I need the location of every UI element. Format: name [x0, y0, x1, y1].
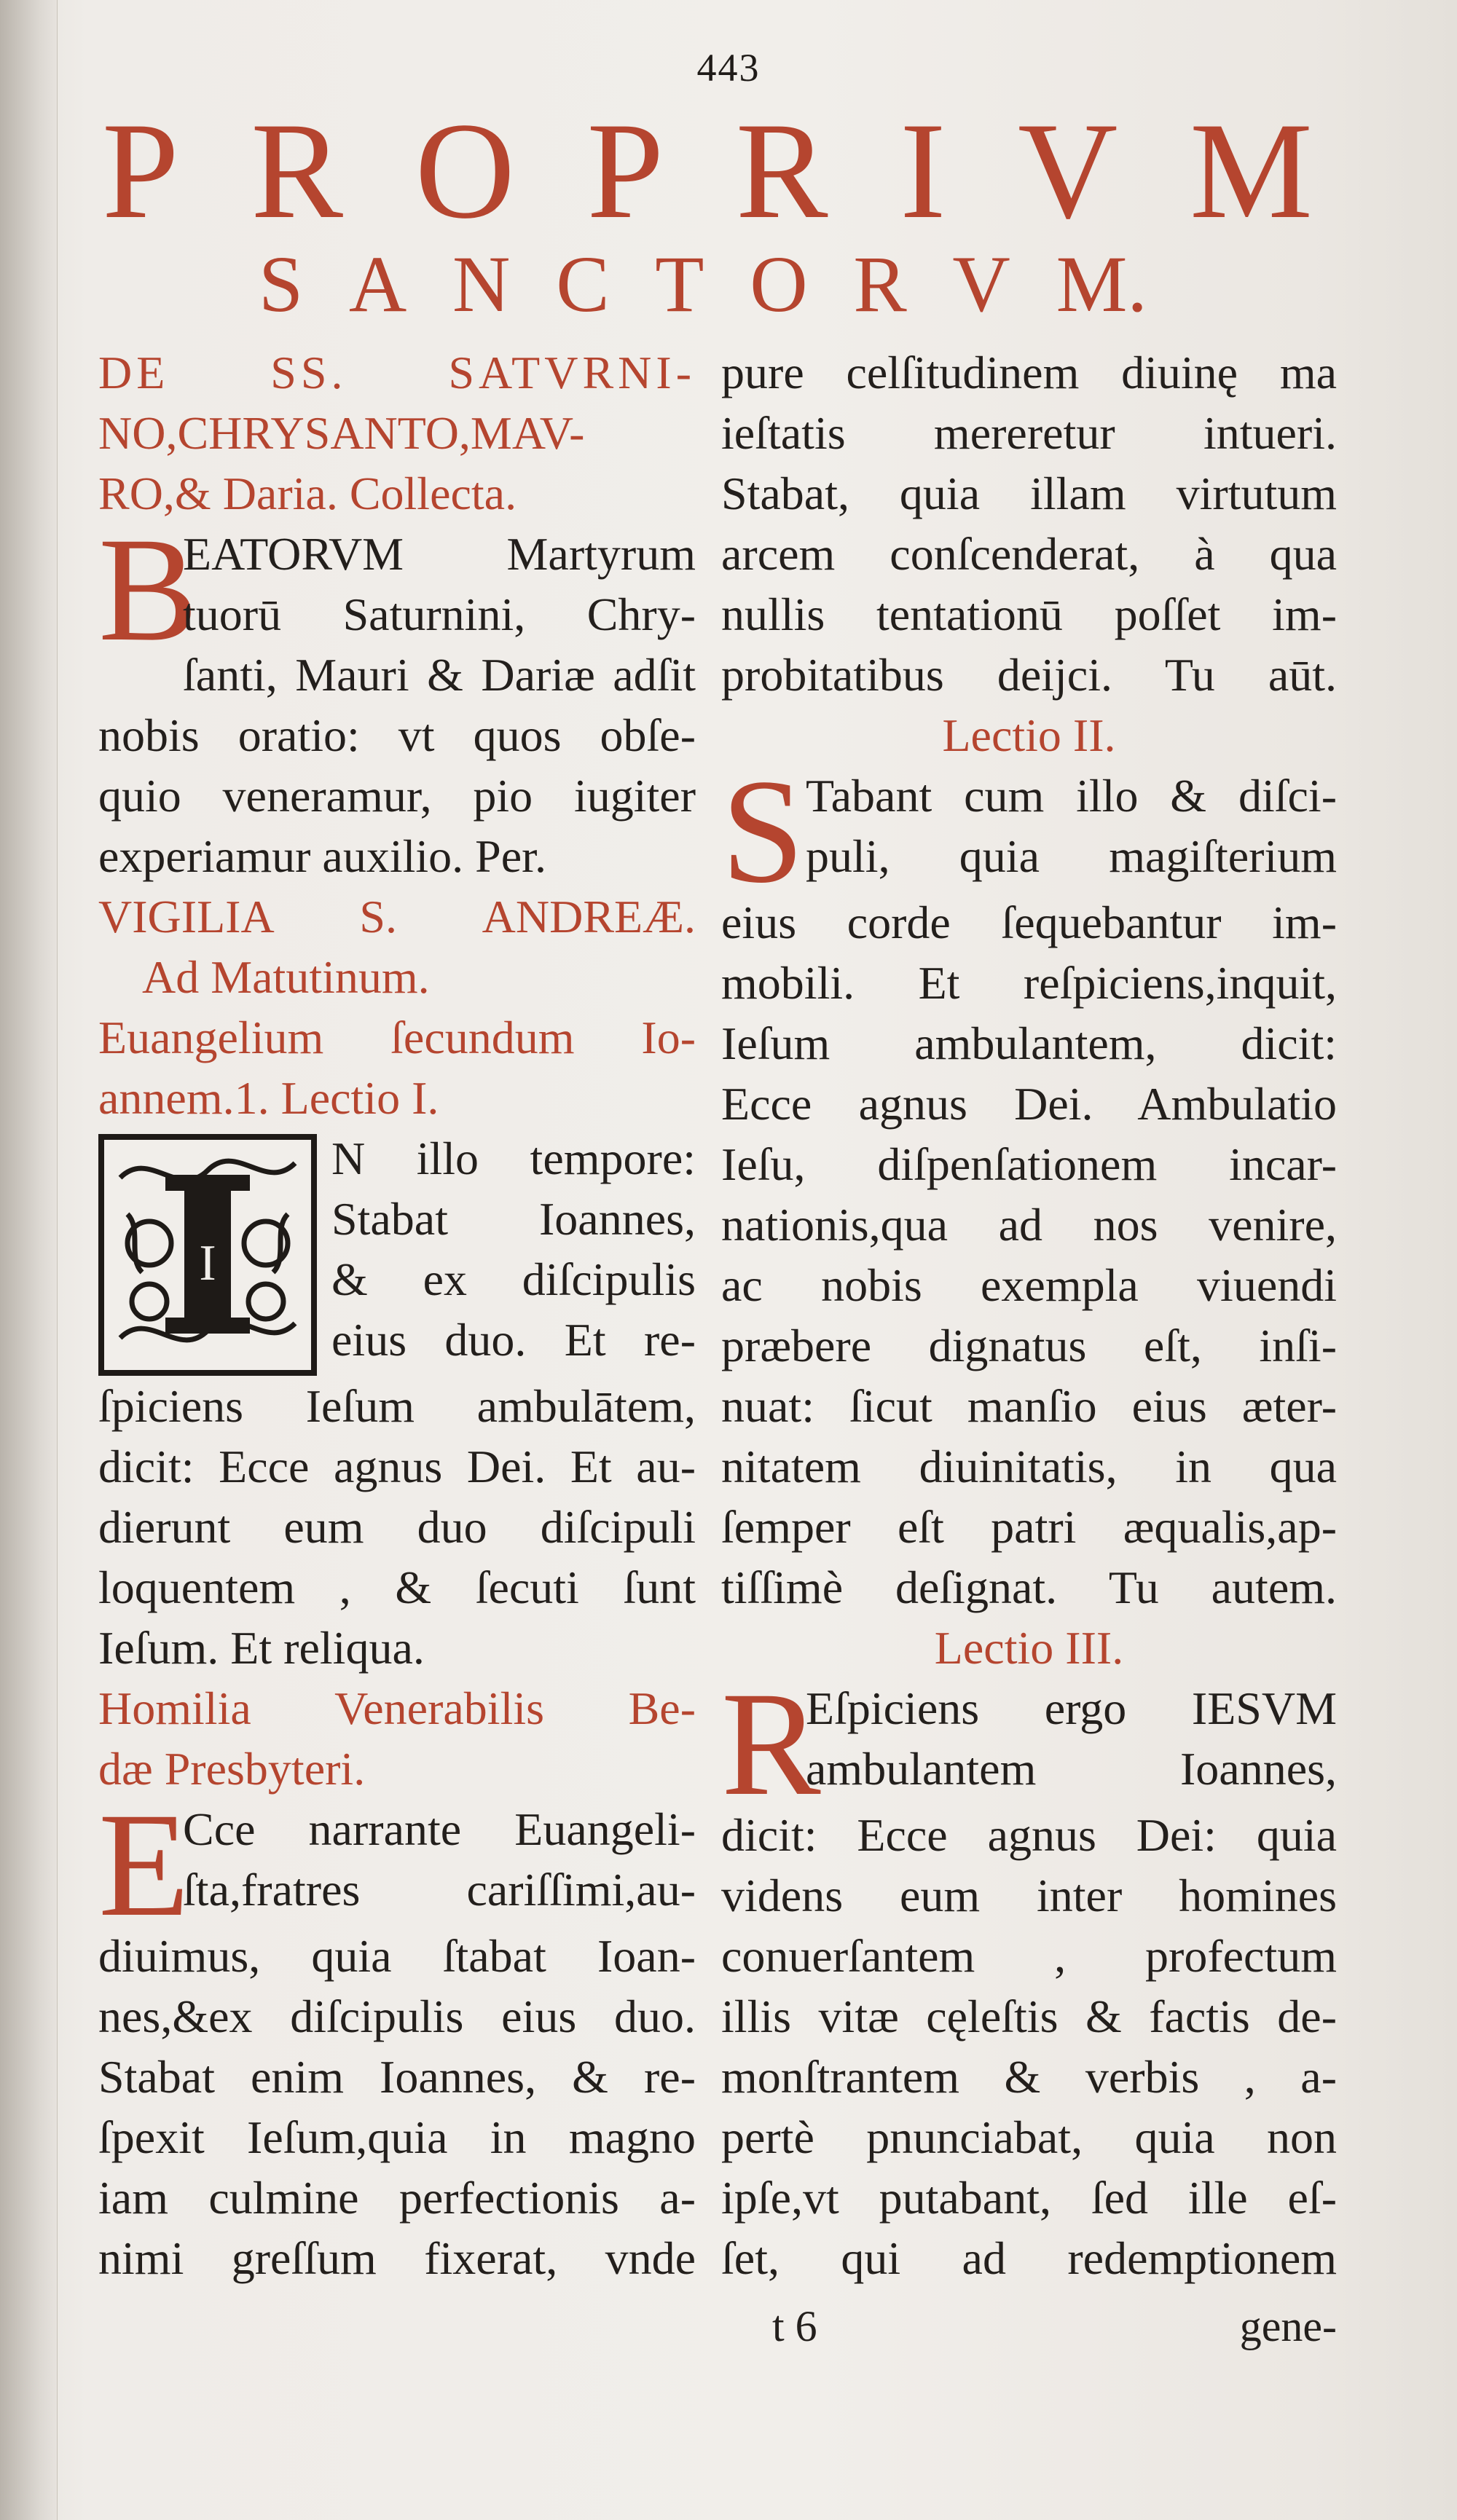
lectio-2-heading: Lectio II. — [942, 709, 1116, 761]
ornamental-initial-icon — [98, 1134, 317, 1376]
text-line: dicit: Ecce agnus Dei: quia — [721, 1809, 1337, 1861]
text-line: Ieſu, diſpenſationem incar- — [721, 1138, 1337, 1190]
title-letter: V — [952, 240, 1010, 328]
collect-block — [98, 507, 696, 886]
text-line: pure celſitudinem diuinę ma — [721, 347, 1337, 398]
text-line: eius corde ſequebantur im- — [721, 897, 1337, 948]
text-line: videns eum inter homines — [721, 1870, 1337, 1921]
title-letter: I — [900, 95, 952, 248]
lectio-2-block — [721, 749, 1337, 914]
title-letter: A — [348, 240, 407, 328]
text-line: quio veneramur, pio iugiter — [98, 770, 696, 822]
section-heading: NO,CHRYSANTO,MAV- — [98, 407, 585, 459]
title-letter: O — [415, 95, 521, 248]
title-letter: R — [251, 95, 350, 248]
text-line: tiſſimè deſignat. Tu autem. — [721, 1562, 1337, 1613]
text-line: EATORVM Martyrum — [183, 528, 696, 580]
title-letter: V — [1018, 95, 1124, 248]
title-proprium — [95, 95, 1326, 248]
text-line: puli, quia magiſterium — [806, 830, 1337, 882]
text-line: Cce narrante Euangeli- — [183, 1803, 696, 1855]
section-heading: RO,& Daria. Collecta. — [98, 468, 517, 519]
text-line: Stabat enim Ioannes, & re- — [98, 2051, 696, 2103]
text-line: Stabat Ioannes, — [331, 1193, 696, 1245]
text-line: tuorū Saturnini, Chry- — [183, 588, 696, 640]
text-line: & ex diſcipulis — [331, 1253, 696, 1305]
text-line: ſpiciens Ieſum ambulātem, — [98, 1380, 696, 1432]
evangelium-heading: Euangelium ſecundum Io- — [98, 1012, 696, 1063]
text-line: nationis,qua ad nos venire, — [721, 1199, 1337, 1251]
text-line: monſtrantem & verbis , a- — [721, 2051, 1337, 2103]
text-line: Eſpiciens ergo IESVM — [806, 1682, 1337, 1734]
text-line: probitatibus deijci. Tu aūt. — [721, 649, 1337, 701]
text-line: Ecce agnus Dei. Ambulatio — [721, 1078, 1337, 1130]
text-line: ſanti, Mauri & Dariæ adſit — [183, 649, 696, 701]
title-letter: M. — [1056, 240, 1147, 328]
text-line: ſpexit Ieſum,quia in magno — [98, 2111, 696, 2163]
drop-cap: I — [199, 1235, 216, 1291]
text-line: diuimus, quia ſtabat Ioan- — [98, 1930, 696, 1982]
text-line: iam culmine perfectionis a- — [98, 2172, 696, 2224]
title-letter: O — [750, 240, 808, 328]
signature-mark: t 6 — [772, 2302, 817, 2350]
text-line: nimi greſſum fixerat, vnde — [98, 2232, 696, 2284]
lectio-3-heading: Lectio III. — [934, 1622, 1124, 1674]
title-sanctorum — [259, 240, 1147, 328]
text-line: nullis tentationū poſſet im- — [721, 588, 1337, 640]
text-line: ſta,fratres cariſſimi,au- — [183, 1864, 696, 1915]
text-line: N illo tempore: — [331, 1133, 696, 1184]
text-line: Stabat, quia illam virtutum — [721, 468, 1337, 519]
text-line: ieſtatis mereretur intueri. — [721, 407, 1337, 459]
text-line: nitatem diuinitatis, in qua — [721, 1441, 1337, 1492]
title-letter: C — [556, 240, 610, 328]
binding-gutter — [0, 0, 58, 2520]
title-letter: N — [452, 240, 511, 328]
title-letter: R — [853, 240, 907, 328]
catchword: gene- — [1239, 2302, 1337, 2350]
text-line: nuat: ſicut manſio eius æter- — [721, 1380, 1337, 1432]
text-line: præbere dignatus eſt, inſi- — [721, 1320, 1337, 1371]
text-line: mobili. Et reſpiciens,inquit, — [721, 957, 1337, 1009]
text-line: loquentem , & ſecuti ſunt — [98, 1562, 696, 1613]
drop-cap: R — [721, 1661, 821, 1827]
homilia-heading: dæ Presbyteri. — [98, 1743, 366, 1795]
left-column — [98, 342, 696, 2288]
right-column — [721, 342, 1337, 2288]
section-heading: DE SS. SATVRNI- — [98, 347, 696, 398]
title-letter: R — [735, 95, 834, 248]
text-line: Ieſum ambulantem, dicit: — [721, 1017, 1337, 1069]
homily-block — [98, 1782, 696, 1948]
text-line: Tabant cum illo & diſci- — [806, 770, 1337, 822]
title-letter: P — [102, 95, 185, 248]
evangelium-heading: annem.1. Lectio I. — [98, 1072, 439, 1124]
text-line: Ieſum. Et reliqua. — [98, 1622, 425, 1674]
text-line: conuerſantem , profectum — [721, 1930, 1337, 1982]
text-line: nobis oratio: vt quos obſe- — [98, 709, 696, 761]
title-letter: T — [655, 240, 704, 328]
drop-cap: E — [98, 1782, 190, 1948]
text-line: dierunt eum duo diſcipuli — [98, 1501, 696, 1553]
text-line: ambulantem Ioannes, — [806, 1743, 1337, 1795]
page-footer — [732, 2302, 1337, 2367]
page-number: 443 — [696, 46, 761, 90]
homilia-heading: Homilia Venerabilis Be- — [98, 1682, 696, 1734]
vigilia-heading: VIGILIA S. ANDREÆ. — [98, 891, 696, 942]
text-line: ac nobis exempla viuendi — [721, 1259, 1337, 1311]
text-line: pertè pnunciabat, quia non — [721, 2111, 1337, 2163]
text-line: experiamur auxilio. Per. — [98, 830, 546, 882]
lectio-3-block — [721, 1661, 1337, 1827]
text-line: illis vitæ cęleſtis & factis de- — [721, 1991, 1337, 2042]
lectio-1-block — [98, 1128, 696, 1376]
text-line: eius duo. Et re- — [331, 1314, 696, 1366]
text-line: ſemper eſt patri æqualis,ap- — [721, 1501, 1337, 1553]
text-line: ſet, qui ad redemptionem — [721, 2232, 1337, 2284]
drop-cap: B — [98, 507, 198, 672]
text-line: dicit: Ecce agnus Dei. Et au- — [98, 1441, 696, 1492]
title-letter: M — [1190, 95, 1319, 248]
title-letter: S — [259, 240, 304, 328]
text-line: arcem conſcenderat, à qua — [721, 528, 1337, 580]
drop-cap: S — [721, 749, 805, 914]
ad-matutinum-heading: Ad Matutinum. — [142, 951, 430, 1003]
text-line: nes,&ex diſcipulis eius duo. — [98, 1991, 696, 2042]
title-letter: P — [586, 95, 670, 248]
text-line: ipſe,vt putabant, ſed ille eſ- — [721, 2172, 1337, 2224]
